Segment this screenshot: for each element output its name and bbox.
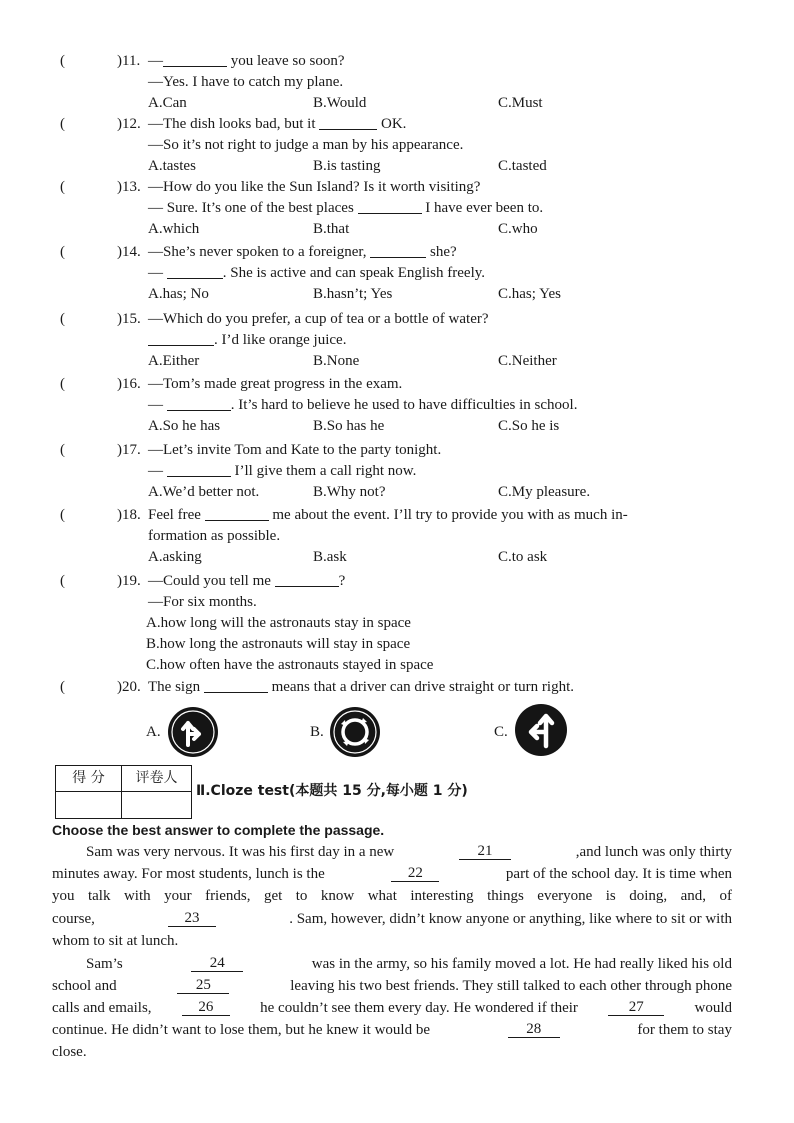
option-c[interactable]: C.tasted [498,158,547,174]
option-c[interactable]: C.who [498,221,538,237]
option-c[interactable]: C.how often have the astronauts stayed in space [146,657,434,673]
answer-paren[interactable]: ( [60,679,65,695]
option-c[interactable]: C.So he is [498,418,560,434]
question-line: —Let’s invite Tom and Kate to the party tonight. [148,442,442,458]
fill-blank[interactable] [167,396,231,411]
question-line: —Yes. I have to catch my plane. [148,74,344,90]
fill-blank[interactable] [275,572,339,587]
answer-paren[interactable]: ( [60,311,65,327]
question-line: The sign means that a driver can drive straight or turn right. [148,679,574,695]
question-line: — . She is active and can speak English freely. [148,265,486,281]
answer-paren[interactable]: ( [60,244,65,260]
passage-line: close. [52,1044,87,1060]
question-line: —She’s never spoken to a foreigner, she? [148,244,457,260]
question-line: —Which do you prefer, a cup of tea or a bottle of water? [148,311,489,327]
answer-blank-28[interactable]: 28 [508,1021,560,1038]
answer-blank-26[interactable]: 26 [182,999,230,1016]
question-number: )11. [117,53,141,69]
passage-line: whom to sit at lunch. [52,933,179,949]
option-b[interactable]: B.Why not? [313,484,386,500]
answer-paren[interactable]: ( [60,179,65,195]
question-number: )17. [117,442,141,458]
answer-blank-21[interactable]: 21 [459,843,511,860]
sign-b-roundabout-icon [330,707,380,757]
fill-blank[interactable] [319,115,377,130]
question-line: —Tom’s made great progress in the exam. [148,376,403,392]
passage-line: Sam was very nervous. It was his first day in a new 21 ,and lunch was only thirty [86,843,732,860]
option-a[interactable]: A.has; No [148,286,209,302]
answer-blank-23[interactable]: 23 [168,910,216,927]
option-b[interactable]: B.how long the astronauts will stay in space [146,636,411,652]
instruction: Choose the best answer to complete the passage. [52,822,385,838]
question-line: —So it’s not right to judge a man by his appearance. [148,137,464,153]
option-b[interactable]: B.Would [313,95,367,111]
option-a[interactable]: A.Either [148,353,200,369]
option-a[interactable]: A.tastes [148,158,196,174]
option-b[interactable]: B. [310,724,324,740]
answer-paren[interactable]: ( [60,376,65,392]
sign-a-straight-right-icon [168,707,218,757]
sign-c-straight-left-icon [515,704,567,756]
passage-line: school and 25 leaving his two best friends. They still talked to each other through phone [52,977,732,994]
option-c[interactable]: C.Must [498,95,543,111]
option-b[interactable]: B.ask [313,549,347,565]
option-a[interactable]: A.asking [148,549,202,565]
answer-blank-24[interactable]: 24 [191,955,243,972]
fill-blank[interactable] [167,462,231,477]
question-line: formation as possible. [148,528,281,544]
option-b[interactable]: B.is tasting [313,158,381,174]
question-line: —How do you like the Sun Island? Is it worth visiting? [148,179,481,195]
question-number: )12. [117,116,141,132]
reviewer-header: 评卷人 [122,766,191,792]
question-line: — I’ll give them a call right now. [148,463,417,479]
question-line: —Could you tell me ? [148,573,346,589]
answer-paren[interactable]: ( [60,573,65,589]
option-a[interactable]: A.how long will the astronauts stay in space [146,615,411,631]
question-line: — . It’s hard to believe he used to have difficulties in school. [148,397,578,413]
question-number: )20. [117,679,141,695]
option-c[interactable]: C.My pleasure. [498,484,591,500]
option-b[interactable]: B.None [313,353,360,369]
question-number: )19. [117,573,141,589]
answer-paren[interactable]: ( [60,507,65,523]
score-table [55,765,192,819]
score-field[interactable] [56,792,122,818]
option-c[interactable]: C.to ask [498,549,548,565]
question-number: )13. [117,179,141,195]
option-b[interactable]: B.hasn’t; Yes [313,286,393,302]
option-b[interactable]: B.that [313,221,350,237]
option-c[interactable]: C.has; Yes [498,286,561,302]
question-line: — you leave so soon? [148,53,345,69]
question-line: Feel free me about the event. I’ll try to provide you with as much in- [148,507,628,523]
fill-blank[interactable] [163,52,227,67]
option-c[interactable]: C.Neither [498,353,557,369]
question-line: — Sure. It’s one of the best places I have ever been to. [148,200,544,216]
option-a[interactable]: A.which [148,221,200,237]
passage-line: calls and emails, 26 he couldn’t see them every day. He wondered if their 27 would [52,999,732,1016]
answer-blank-27[interactable]: 27 [608,999,664,1016]
question-number: )14. [117,244,141,260]
answer-blank-25[interactable]: 25 [177,977,229,994]
question-number: )16. [117,376,141,392]
answer-blank-22[interactable]: 22 [391,865,439,882]
question-number: )18. [117,507,141,523]
answer-paren[interactable]: ( [60,442,65,458]
option-b[interactable]: B.So has he [313,418,385,434]
passage-line: minutes away. For most students, lunch is the 22 part of the school day. It is time when [52,865,732,882]
question-line: —For six months. [148,594,257,610]
section-title: Ⅱ.Cloze test(本题共 15 分,每小题 1 分) [196,783,468,799]
option-a[interactable]: A.So he has [148,418,221,434]
passage-line: course, 23 . Sam, however, didn’t know anyone or anything, like where to sit or with [52,910,732,927]
passage-line: continue. He didn’t want to lose them, but he knew it would be 28 for them to stay [52,1021,732,1038]
answer-paren[interactable]: ( [60,116,65,132]
option-c[interactable]: C. [494,724,508,740]
answer-paren[interactable]: ( [60,53,65,69]
question-line: —The dish looks bad, but it OK. [148,116,407,132]
option-a[interactable]: A.We’d better not. [148,484,260,500]
question-number: )15. [117,311,141,327]
option-a[interactable]: A.Can [148,95,187,111]
fill-blank[interactable] [167,264,223,279]
passage-line: you talk with your friends, get to know what interesting things everyone is doing, and, of [52,888,732,904]
fill-blank[interactable] [370,243,426,258]
fill-blank[interactable] [358,199,422,214]
option-a[interactable]: A. [146,724,161,740]
fill-blank[interactable] [205,506,269,521]
passage-line: Sam’s 24 was in the army, so his family moved a lot. He had really liked his old [86,955,732,972]
question-line: . I’d like orange juice. [148,331,346,349]
score-header: 得 分 [56,766,122,792]
fill-blank[interactable] [204,678,268,693]
fill-blank[interactable] [148,331,214,346]
